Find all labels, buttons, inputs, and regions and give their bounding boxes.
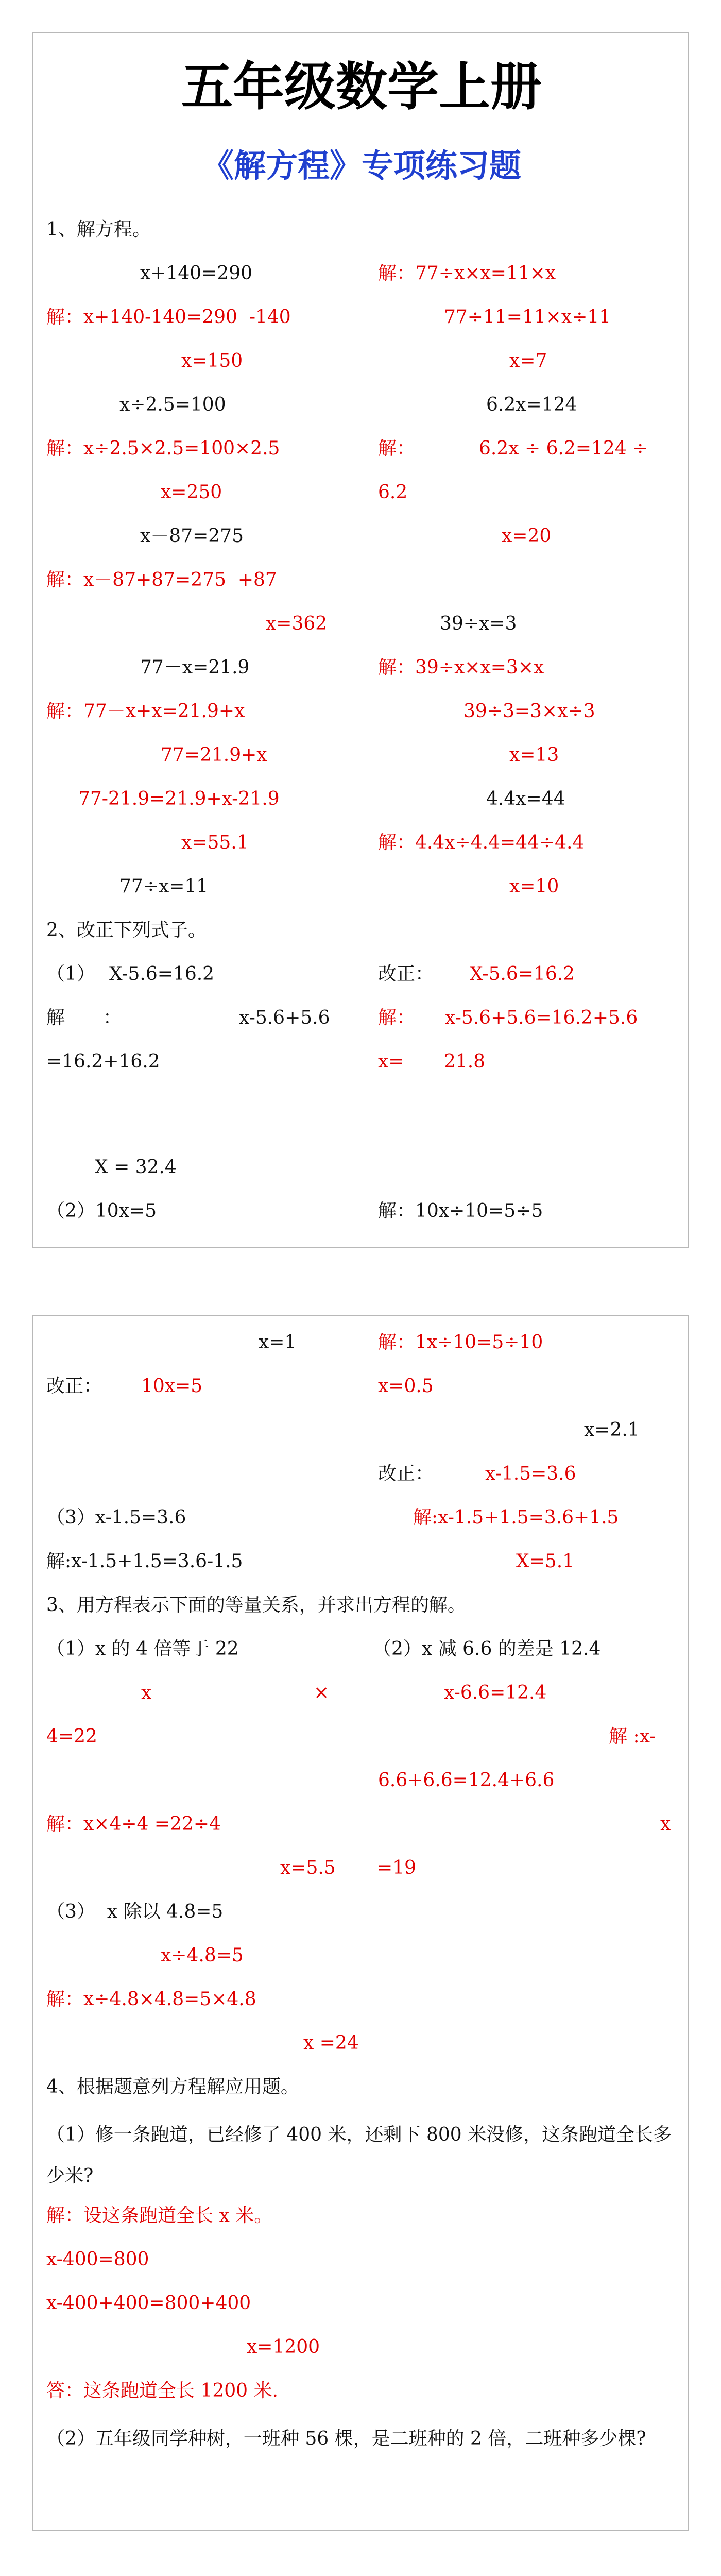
- s2-q2-wrong-answer: x=1: [259, 1332, 297, 1353]
- eq4-problem: 77－x=21.9: [140, 657, 250, 678]
- eq6-step1-cont: 6.2: [378, 482, 408, 503]
- eq2-problem: x÷2.5=100: [119, 394, 226, 415]
- s3-q2-answer: =19: [377, 1857, 416, 1878]
- s2-q2-problem: （2）10x=5: [46, 1200, 157, 1222]
- s2-q1-fix-solution-label: 解：: [378, 1007, 416, 1028]
- s2-q1-solution-step: x-5.6+5.6: [239, 1007, 330, 1028]
- s2-q2-fix-equation: 10x=5: [141, 1376, 203, 1397]
- s3-q1-equation-times: ×: [314, 1682, 330, 1703]
- s3-q2-equation: x-6.6=12.4: [444, 1682, 547, 1703]
- eq1-problem: x+140=290: [140, 263, 253, 284]
- eq7-step2: 39÷3=3×x÷3: [464, 701, 595, 722]
- s3-q3-solution: 解：x÷4.8×4.8=5×4.8: [46, 1989, 256, 2010]
- s2-q3-solution: 解:x-1.5+1.5=3.6-1.5: [46, 1551, 243, 1572]
- eq2-step1: 解：x÷2.5×2.5=100×2.5: [46, 438, 280, 459]
- eq6-problem: 6.2x=124: [486, 394, 577, 415]
- eq1-answer: x=150: [181, 350, 243, 371]
- page-1: [32, 32, 689, 1248]
- s2-q1-fix-label: 改正：: [378, 963, 434, 985]
- s2-q1-fix-equation: X-5.6=16.2: [470, 963, 575, 985]
- s2-q3-fix-answer: X=5.1: [516, 1551, 575, 1572]
- s2-q1-solution-label: 解: [46, 1007, 65, 1028]
- s4-q1-equation: x-400=800: [46, 2249, 149, 2270]
- eq3-problem: x－87=275: [140, 526, 244, 547]
- s4-q1-answer: x=1200: [247, 2336, 320, 2358]
- s3-q1-solution: 解：x×4÷4 =22÷4: [46, 1814, 221, 1835]
- s3-q1-answer: x=5.5: [280, 1857, 336, 1878]
- s4-q1-problem: （1）修一条跑道，已经修了 400 米，还剩下 800 米没修，这条跑道全长多少米?: [46, 2124, 672, 2187]
- eq8-step1: 解：4.4x÷4.4=44÷4.4: [378, 832, 585, 853]
- s2-q1-label: （1）: [46, 963, 95, 985]
- s2-q1-wrong-answer: X = 32.4: [95, 1157, 177, 1178]
- s3-q2-solution: 6.6+6.6=12.4+6.6: [378, 1770, 555, 1791]
- s2-q3-fix-solution: 解:x-1.5+1.5=3.6+1.5: [413, 1507, 619, 1528]
- eq3-answer: x=362: [266, 613, 328, 634]
- eq8-answer: x=10: [509, 876, 559, 897]
- s3-q1-equation-x: x: [141, 1682, 152, 1703]
- page-2: [32, 1315, 689, 2531]
- eq6-step-label: 解：: [378, 438, 416, 459]
- eq4-answer: x=55.1: [181, 832, 249, 853]
- section-1-heading: 1、解方程。: [46, 219, 151, 240]
- eq5-step2: 77÷11=11×x÷11: [444, 307, 611, 328]
- s3-q3-equation: x÷4.8=5: [161, 1945, 244, 1966]
- document-title: 五年级数学上册: [181, 57, 542, 117]
- s2-q3-problem: （3）x-1.5=3.6: [46, 1507, 186, 1528]
- s2-q3-fix-label: 改正：: [378, 1463, 434, 1484]
- eq4-step2: 77=21.9+x: [161, 744, 267, 766]
- s3-q3-answer: x =24: [303, 2032, 359, 2054]
- s2-q1-solution-colon: ：: [103, 1007, 122, 1028]
- s2-q1-fix-answer: 21.8: [444, 1051, 486, 1072]
- section-3-heading: 3、用方程表示下面的等量关系，并求出方程的解。: [46, 1595, 466, 1616]
- eq7-answer: x=13: [509, 744, 559, 766]
- section-2-heading: 2、改正下列式子。: [46, 920, 207, 941]
- s3-q3-problem: （3） x 除以 4.8=5: [46, 1901, 224, 1922]
- s4-q2-problem: （2）五年级同学种树，一班种 56 棵，是二班种的 2 倍，二班种多少棵?: [46, 2428, 646, 2449]
- eq2-answer: x=250: [161, 482, 222, 503]
- s2-q3-fix-equation: x-1.5=3.6: [485, 1463, 576, 1484]
- eq6-answer: x=20: [502, 526, 552, 547]
- eq6-step1: 6.2x ÷ 6.2=124 ÷: [479, 438, 648, 459]
- s2-q2-fix-solution: 解：1x÷10=5÷10: [378, 1332, 543, 1353]
- s3-q2-solution-x: x: [660, 1814, 671, 1835]
- eq4-step3: 77-21.9=21.9+x-21.9: [78, 788, 280, 809]
- s2-q1-equation: X-5.6=16.2: [109, 963, 215, 985]
- eq7-step1: 解：39÷x×x=3×x: [378, 657, 544, 678]
- eq1-step1: 解：x+140-140=290 -140: [46, 307, 291, 328]
- section-4-heading: 4、根据题意列方程解应用题。: [46, 2076, 299, 2097]
- s3-q2-solution-label: 解 :x-: [609, 1726, 656, 1747]
- eq9-problem: 77÷x=11: [119, 876, 209, 897]
- s2-q1-fix-solution: x-5.6+5.6=16.2+5.6: [445, 1007, 638, 1028]
- s3-q1-equation-rest: 4=22: [46, 1726, 97, 1747]
- eq5-step1: 解：77÷x×x=11×x: [378, 263, 556, 284]
- s3-q1-problem: （1）x 的 4 倍等于 22: [46, 1638, 239, 1659]
- document-subtitle: 《解方程》专项练习题: [201, 147, 521, 184]
- s4-q1-let: 解：设这条跑道全长 x 米。: [46, 2205, 273, 2226]
- eq4-step1: 解：77－x+x=21.9+x: [46, 701, 245, 722]
- s3-q2-problem: （2）x 减 6.6 的差是 12.4: [373, 1638, 601, 1659]
- eq8-problem: 4.4x=44: [486, 788, 565, 809]
- s2-q3-wrong-answer: x=2.1: [584, 1419, 640, 1440]
- s2-q2-fix-answer: x=0.5: [378, 1376, 434, 1397]
- eq7-problem: 39÷x=3: [440, 613, 517, 634]
- s2-q1-fix-answer-label: x=: [378, 1051, 404, 1072]
- s4-q1-step: x-400+400=800+400: [46, 2293, 251, 2314]
- s2-q2-solution: 解：10x÷10=5÷5: [378, 1200, 543, 1222]
- s2-q2-fix-label: 改正：: [46, 1376, 102, 1397]
- s4-q1-conclusion: 答：这条跑道全长 1200 米.: [46, 2380, 278, 2401]
- eq5-answer: x=7: [509, 350, 547, 371]
- s2-q1-solution-step-cont: =16.2+16.2: [46, 1051, 160, 1072]
- eq3-step1: 解：x－87+87=275 +87: [46, 569, 277, 590]
